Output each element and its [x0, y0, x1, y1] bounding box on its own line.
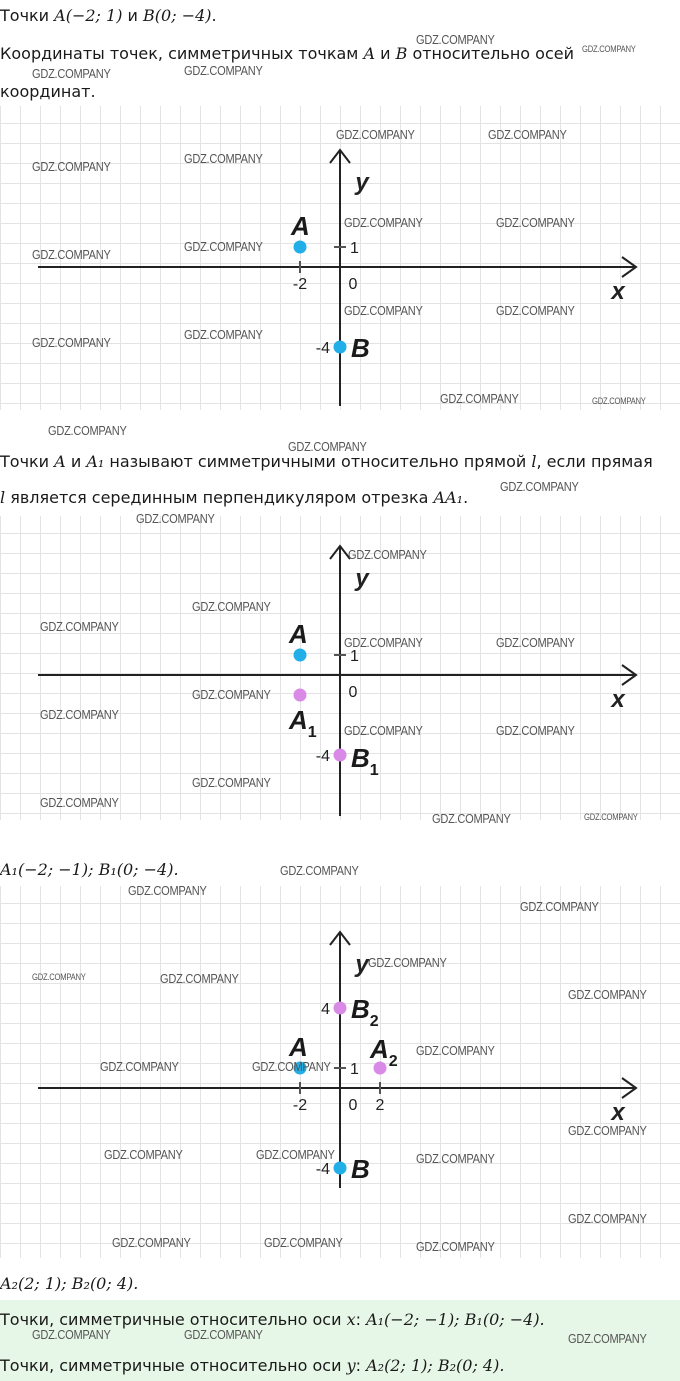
- x-axis-label: x: [611, 686, 625, 713]
- watermark: GDZ.COMPANY: [416, 32, 495, 47]
- point-marker: [334, 1162, 347, 1175]
- origin-label: 0: [348, 1097, 358, 1114]
- watermark: GDZ.COMPANY: [32, 972, 86, 982]
- watermark: GDZ.COMPANY: [520, 899, 599, 914]
- watermark: GDZ.COMPANY: [568, 1211, 647, 1226]
- y-axis-label: y: [355, 565, 369, 592]
- x-tick-label: -2: [292, 1097, 308, 1114]
- x-tick-label: 2: [375, 1097, 385, 1114]
- y-tick-label: 1: [350, 240, 359, 257]
- x-axis-label: x: [611, 278, 625, 305]
- graph-2: [0, 516, 680, 820]
- definition-line-1: Точки A и A₁ называют симметричными относительно прямой l, если прямая: [0, 452, 653, 471]
- watermark: GDZ.COMPANY: [104, 1147, 183, 1162]
- watermark: GDZ.COMPANY: [32, 247, 111, 262]
- watermark: GDZ.COMPANY: [496, 215, 575, 230]
- point-label: A: [291, 211, 310, 241]
- watermark: GDZ.COMPANY: [344, 635, 423, 650]
- watermark: GDZ.COMPANY: [192, 599, 271, 614]
- watermark: GDZ.COMPANY: [592, 396, 646, 406]
- point-label: A: [289, 1032, 308, 1062]
- watermark: GDZ.COMPANY: [496, 635, 575, 650]
- watermark: GDZ.COMPANY: [496, 303, 575, 318]
- answer-x-line: Точки, симметричные относительно оси x: A₁(−2; −1); B₁(0; −4).: [0, 1310, 545, 1329]
- task-line-1: Координаты точек, симметричных точкам A и B относительно осей: [0, 44, 574, 63]
- watermark: GDZ.COMPANY: [368, 955, 447, 970]
- watermark: GDZ.COMPANY: [252, 1059, 331, 1074]
- watermark: GDZ.COMPANY: [280, 863, 359, 878]
- point-label: $A_1$: [289, 705, 317, 741]
- watermark: GDZ.COMPANY: [348, 547, 427, 562]
- origin-label: 0: [348, 684, 358, 701]
- watermark: GDZ.COMPANY: [100, 1059, 179, 1074]
- point-marker: [334, 341, 347, 354]
- watermark: GDZ.COMPANY: [192, 687, 271, 702]
- watermark: GDZ.COMPANY: [184, 63, 263, 78]
- watermark: GDZ.COMPANY: [344, 723, 423, 738]
- y-tick-label: -4: [315, 748, 330, 765]
- watermark: GDZ.COMPANY: [440, 391, 519, 406]
- point-marker: [334, 749, 347, 762]
- watermark: GDZ.COMPANY: [160, 971, 239, 986]
- watermark: GDZ.COMPANY: [584, 812, 638, 822]
- watermark: GDZ.COMPANY: [500, 479, 579, 494]
- intro-text: Точки: [0, 6, 55, 25]
- watermark: GDZ.COMPANY: [40, 619, 119, 634]
- x-axis-label: x: [611, 1099, 625, 1126]
- point-label: $B_2$: [351, 994, 379, 1030]
- point-marker: [294, 689, 307, 702]
- watermark: GDZ.COMPANY: [48, 423, 127, 438]
- point-marker: [294, 649, 307, 662]
- graph-2-panel: [0, 516, 680, 820]
- y-tick-label: 1: [350, 648, 359, 665]
- watermark: GDZ.COMPANY: [40, 795, 119, 810]
- watermark: GDZ.COMPANY: [128, 883, 207, 898]
- watermark: GDZ.COMPANY: [568, 1123, 647, 1138]
- watermark: GDZ.COMPANY: [184, 151, 263, 166]
- watermark: GDZ.COMPANY: [336, 127, 415, 142]
- y-axis-label: y: [355, 951, 369, 978]
- watermark: GDZ.COMPANY: [344, 303, 423, 318]
- origin-label: 0: [348, 276, 358, 293]
- result-1: A₁(−2; −1); B₁(0; −4).: [0, 860, 179, 879]
- watermark: GDZ.COMPANY: [496, 723, 575, 738]
- point-label: $A_2$: [370, 1034, 398, 1070]
- watermark: GDZ.COMPANY: [288, 439, 367, 454]
- x-tick-label: -2: [292, 276, 308, 293]
- watermark: GDZ.COMPANY: [568, 987, 647, 1002]
- intro-line: Точки A(−2; 1) и B(0; −4).: [0, 6, 217, 25]
- y-tick-label: -4: [315, 1161, 330, 1178]
- watermark: GDZ.COMPANY: [184, 1327, 263, 1342]
- y-tick-label: -4: [315, 340, 330, 357]
- watermark: GDZ.COMPANY: [32, 159, 111, 174]
- result-2: A₂(2; 1); B₂(0; 4).: [0, 1274, 139, 1293]
- point-label: $B_1$: [351, 743, 379, 779]
- watermark: GDZ.COMPANY: [416, 1043, 495, 1058]
- point-b-coords: B(0; −4): [143, 6, 212, 25]
- point-marker: [334, 1002, 347, 1015]
- watermark: GDZ.COMPANY: [112, 1235, 191, 1250]
- watermark: GDZ.COMPANY: [568, 1331, 647, 1346]
- watermark: GDZ.COMPANY: [432, 811, 511, 826]
- point-label: B: [351, 333, 370, 363]
- watermark: GDZ.COMPANY: [264, 1235, 343, 1250]
- answer-y-line: Точки, симметричные относительно оси y: A₂(2; 1); B₂(0; 4).: [0, 1356, 505, 1375]
- y-axis-label: y: [355, 169, 369, 196]
- task-line-2: координат.: [0, 82, 96, 101]
- point-label: B: [351, 1154, 370, 1184]
- watermark: GDZ.COMPANY: [488, 127, 567, 142]
- watermark: GDZ.COMPANY: [136, 511, 215, 526]
- watermark: GDZ.COMPANY: [192, 775, 271, 790]
- watermark: GDZ.COMPANY: [416, 1239, 495, 1254]
- definition-line-2: l является серединным перпендикуляром отрезка AA₁.: [0, 488, 469, 507]
- watermark: GDZ.COMPANY: [32, 335, 111, 350]
- point-marker: [294, 241, 307, 254]
- watermark: GDZ.COMPANY: [344, 215, 423, 230]
- watermark: GDZ.COMPANY: [256, 1147, 335, 1162]
- watermark: GDZ.COMPANY: [416, 1151, 495, 1166]
- point-label: A: [289, 619, 308, 649]
- watermark: GDZ.COMPANY: [582, 44, 636, 54]
- watermark: GDZ.COMPANY: [184, 327, 263, 342]
- watermark: GDZ.COMPANY: [32, 66, 111, 81]
- watermark: GDZ.COMPANY: [184, 239, 263, 254]
- watermark: GDZ.COMPANY: [40, 707, 119, 722]
- point-a-coords: A(−2; 1): [54, 6, 123, 25]
- watermark: GDZ.COMPANY: [32, 1327, 111, 1342]
- y-tick-label: 1: [350, 1061, 359, 1078]
- y-tick-label: 4: [321, 1001, 330, 1018]
